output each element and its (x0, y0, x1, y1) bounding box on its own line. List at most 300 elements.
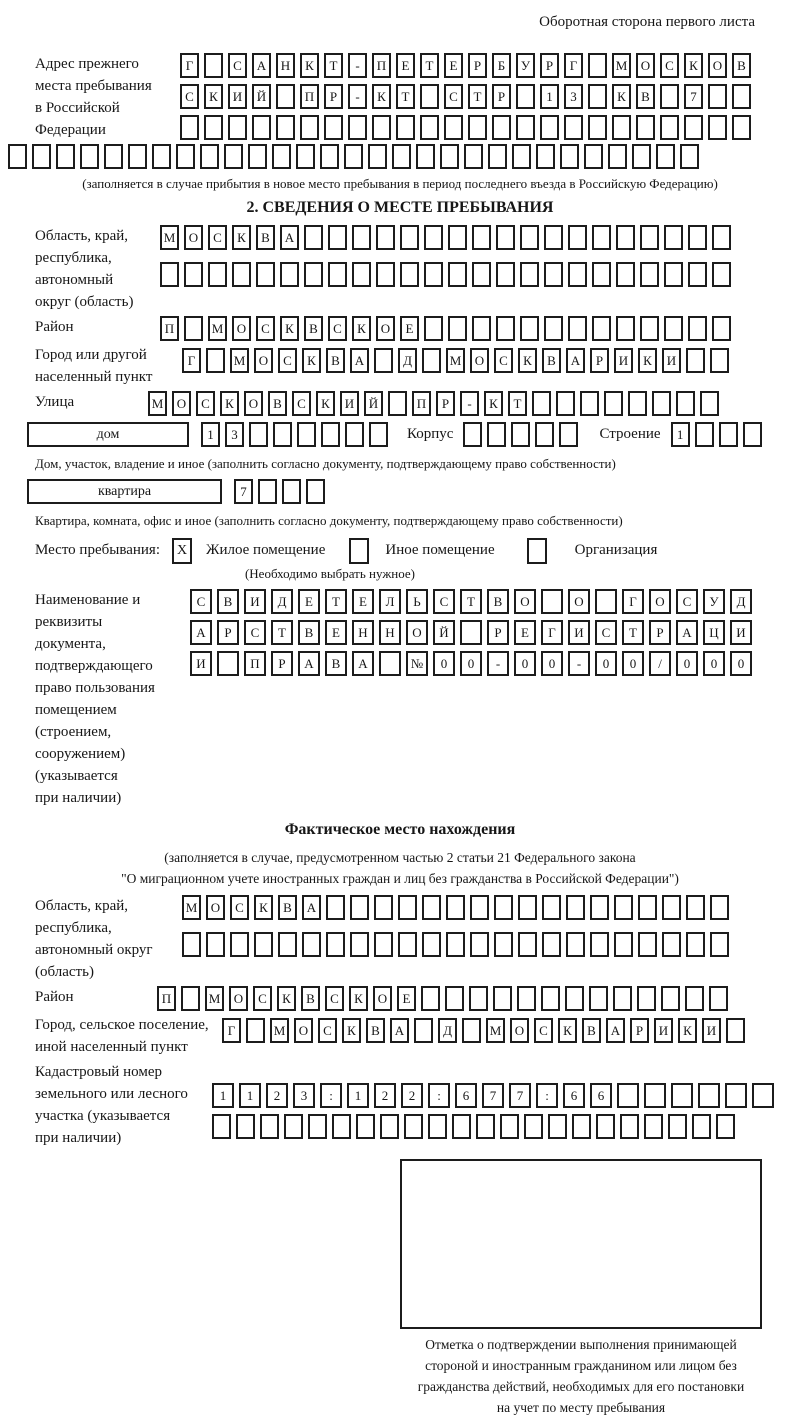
char-box[interactable] (656, 144, 675, 169)
char-box[interactable] (376, 225, 395, 250)
kvartira-type-box[interactable]: квартира (27, 479, 222, 504)
char-box[interactable]: 1 (239, 1083, 261, 1108)
char-box[interactable] (400, 262, 419, 287)
char-box[interactable]: И (614, 348, 633, 373)
char-box[interactable] (328, 262, 347, 287)
char-box[interactable] (732, 115, 751, 140)
char-box[interactable]: С (325, 986, 344, 1011)
char-box[interactable]: М (612, 53, 631, 78)
char-box[interactable]: О (514, 589, 536, 614)
char-box[interactable] (686, 932, 705, 957)
char-box[interactable]: С (180, 84, 199, 109)
char-box[interactable] (352, 225, 371, 250)
char-box[interactable]: 1 (201, 422, 220, 447)
char-box[interactable] (452, 1114, 471, 1139)
char-box[interactable]: В (304, 316, 323, 341)
char-box[interactable]: Г (622, 589, 644, 614)
char-box[interactable] (321, 422, 340, 447)
zhiloe-checkbox[interactable]: X (172, 538, 192, 564)
char-box[interactable] (446, 895, 465, 920)
char-box[interactable] (56, 144, 75, 169)
char-box[interactable]: В (278, 895, 297, 920)
char-box[interactable] (236, 1114, 255, 1139)
char-box[interactable]: У (516, 53, 535, 78)
char-box[interactable] (572, 1114, 591, 1139)
char-box[interactable]: В (268, 391, 287, 416)
char-box[interactable] (544, 262, 563, 287)
char-box[interactable] (732, 84, 751, 109)
char-box[interactable]: Г (222, 1018, 241, 1043)
char-box[interactable] (592, 262, 611, 287)
char-box[interactable] (712, 225, 731, 250)
char-box[interactable]: - (348, 84, 367, 109)
char-box[interactable] (512, 144, 531, 169)
char-box[interactable] (356, 1114, 375, 1139)
char-box[interactable]: : (536, 1083, 558, 1108)
char-box[interactable] (232, 262, 251, 287)
char-box[interactable] (617, 1083, 639, 1108)
char-box[interactable]: 0 (433, 651, 455, 676)
char-box[interactable]: А (390, 1018, 409, 1043)
char-box[interactable] (278, 932, 297, 957)
char-box[interactable]: В (636, 84, 655, 109)
char-box[interactable] (80, 144, 99, 169)
char-box[interactable] (446, 932, 465, 957)
char-box[interactable] (494, 895, 513, 920)
char-box[interactable]: 1 (347, 1083, 369, 1108)
char-box[interactable] (420, 84, 439, 109)
char-box[interactable]: - (348, 53, 367, 78)
char-box[interactable] (613, 986, 632, 1011)
char-box[interactable] (708, 115, 727, 140)
char-box[interactable]: М (208, 316, 227, 341)
char-box[interactable]: С (196, 391, 215, 416)
char-box[interactable] (104, 144, 123, 169)
char-box[interactable] (584, 144, 603, 169)
char-box[interactable]: Ц (703, 620, 725, 645)
char-box[interactable] (428, 1114, 447, 1139)
char-box[interactable] (328, 225, 347, 250)
char-box[interactable]: Р (590, 348, 609, 373)
char-box[interactable] (726, 1018, 745, 1043)
char-box[interactable]: К (638, 348, 657, 373)
char-box[interactable]: К (342, 1018, 361, 1043)
char-box[interactable] (398, 895, 417, 920)
char-box[interactable]: 3 (293, 1083, 315, 1108)
char-box[interactable]: С (595, 620, 617, 645)
char-box[interactable]: А (280, 225, 299, 250)
char-box[interactable]: К (316, 391, 335, 416)
char-box[interactable]: Р (540, 53, 559, 78)
char-box[interactable]: Р (487, 620, 509, 645)
char-box[interactable]: Й (433, 620, 455, 645)
char-box[interactable] (200, 144, 219, 169)
char-box[interactable]: И (654, 1018, 673, 1043)
char-box[interactable] (719, 422, 738, 447)
char-box[interactable]: С (292, 391, 311, 416)
char-box[interactable]: К (302, 348, 321, 373)
char-box[interactable] (472, 225, 491, 250)
char-box[interactable] (620, 1114, 639, 1139)
char-box[interactable] (536, 144, 555, 169)
char-box[interactable] (276, 115, 295, 140)
char-box[interactable] (444, 115, 463, 140)
char-box[interactable] (664, 262, 683, 287)
char-box[interactable] (568, 316, 587, 341)
char-box[interactable] (472, 262, 491, 287)
char-box[interactable]: С (190, 589, 212, 614)
char-box[interactable] (708, 84, 727, 109)
char-box[interactable] (680, 144, 699, 169)
char-box[interactable]: Р (630, 1018, 649, 1043)
char-box[interactable] (640, 262, 659, 287)
char-box[interactable]: М (270, 1018, 289, 1043)
char-box[interactable]: В (366, 1018, 385, 1043)
char-box[interactable] (32, 144, 51, 169)
char-box[interactable] (180, 115, 199, 140)
char-box[interactable]: 1 (671, 422, 690, 447)
char-box[interactable]: 0 (514, 651, 536, 676)
char-box[interactable]: Н (379, 620, 401, 645)
char-box[interactable]: С (230, 895, 249, 920)
char-box[interactable] (445, 986, 464, 1011)
char-box[interactable] (400, 225, 419, 250)
char-box[interactable] (224, 144, 243, 169)
char-box[interactable] (256, 262, 275, 287)
char-box[interactable] (352, 262, 371, 287)
org-checkbox[interactable] (527, 538, 547, 564)
char-box[interactable]: 3 (225, 422, 244, 447)
char-box[interactable]: Л (379, 589, 401, 614)
char-box[interactable] (542, 895, 561, 920)
char-box[interactable]: М (446, 348, 465, 373)
char-box[interactable] (296, 144, 315, 169)
char-box[interactable] (304, 262, 323, 287)
char-box[interactable]: О (206, 895, 225, 920)
char-box[interactable] (372, 115, 391, 140)
char-box[interactable] (560, 144, 579, 169)
char-box[interactable]: Р (324, 84, 343, 109)
char-box[interactable] (460, 620, 482, 645)
char-box[interactable]: С (494, 348, 513, 373)
char-box[interactable] (496, 316, 515, 341)
char-box[interactable] (608, 144, 627, 169)
char-box[interactable] (676, 391, 695, 416)
char-box[interactable]: А (190, 620, 212, 645)
char-box[interactable]: О (172, 391, 191, 416)
char-box[interactable]: 0 (460, 651, 482, 676)
char-box[interactable]: Т (468, 84, 487, 109)
char-box[interactable]: С (244, 620, 266, 645)
char-box[interactable] (297, 422, 316, 447)
char-box[interactable] (469, 986, 488, 1011)
char-box[interactable] (152, 144, 171, 169)
char-box[interactable] (276, 84, 295, 109)
char-box[interactable]: К (220, 391, 239, 416)
char-box[interactable] (712, 316, 731, 341)
char-box[interactable] (326, 895, 345, 920)
char-box[interactable] (493, 986, 512, 1011)
char-box[interactable] (636, 115, 655, 140)
char-box[interactable]: К (300, 53, 319, 78)
char-box[interactable] (685, 986, 704, 1011)
char-box[interactable]: 7 (684, 84, 703, 109)
char-box[interactable] (542, 932, 561, 957)
char-box[interactable] (472, 316, 491, 341)
char-box[interactable]: К (204, 84, 223, 109)
char-box[interactable] (589, 986, 608, 1011)
char-box[interactable]: Т (325, 589, 347, 614)
char-box[interactable] (448, 262, 467, 287)
char-box[interactable] (566, 895, 585, 920)
char-box[interactable]: И (340, 391, 359, 416)
char-box[interactable]: К (352, 316, 371, 341)
char-box[interactable] (160, 262, 179, 287)
char-box[interactable] (590, 932, 609, 957)
char-box[interactable] (217, 651, 239, 676)
char-box[interactable] (476, 1114, 495, 1139)
char-box[interactable]: Г (541, 620, 563, 645)
char-box[interactable] (614, 932, 633, 957)
char-box[interactable]: В (256, 225, 275, 250)
char-box[interactable] (463, 422, 482, 447)
char-box[interactable] (500, 1114, 519, 1139)
char-box[interactable] (204, 53, 223, 78)
char-box[interactable] (541, 589, 563, 614)
char-box[interactable] (517, 986, 536, 1011)
char-box[interactable] (568, 262, 587, 287)
char-box[interactable]: 7 (234, 479, 253, 504)
char-box[interactable] (488, 144, 507, 169)
char-box[interactable]: - (460, 391, 479, 416)
char-box[interactable] (344, 144, 363, 169)
char-box[interactable]: 1 (540, 84, 559, 109)
char-box[interactable] (246, 1018, 265, 1043)
char-box[interactable] (590, 895, 609, 920)
char-box[interactable] (604, 391, 623, 416)
char-box[interactable]: О (636, 53, 655, 78)
char-box[interactable]: 0 (730, 651, 752, 676)
char-box[interactable]: Е (400, 316, 419, 341)
char-box[interactable]: П (412, 391, 431, 416)
char-box[interactable]: О (294, 1018, 313, 1043)
char-box[interactable]: П (244, 651, 266, 676)
char-box[interactable]: С (253, 986, 272, 1011)
char-box[interactable]: И (190, 651, 212, 676)
char-box[interactable] (686, 895, 705, 920)
char-box[interactable]: 6 (563, 1083, 585, 1108)
char-box[interactable]: О (510, 1018, 529, 1043)
char-box[interactable]: С (318, 1018, 337, 1043)
char-box[interactable]: Р (436, 391, 455, 416)
char-box[interactable] (280, 262, 299, 287)
char-box[interactable]: А (676, 620, 698, 645)
char-box[interactable]: К (684, 53, 703, 78)
char-box[interactable] (470, 895, 489, 920)
char-box[interactable] (422, 348, 441, 373)
char-box[interactable] (662, 932, 681, 957)
char-box[interactable]: Н (352, 620, 374, 645)
char-box[interactable] (252, 115, 271, 140)
char-box[interactable] (660, 115, 679, 140)
char-box[interactable] (424, 225, 443, 250)
char-box[interactable]: С (444, 84, 463, 109)
char-box[interactable]: 7 (482, 1083, 504, 1108)
char-box[interactable] (652, 391, 671, 416)
char-box[interactable]: Р (217, 620, 239, 645)
char-box[interactable]: А (352, 651, 374, 676)
char-box[interactable] (326, 932, 345, 957)
char-box[interactable]: 6 (590, 1083, 612, 1108)
char-box[interactable] (664, 316, 683, 341)
char-box[interactable] (686, 348, 705, 373)
char-box[interactable]: К (280, 316, 299, 341)
char-box[interactable] (662, 895, 681, 920)
char-box[interactable]: 2 (266, 1083, 288, 1108)
char-box[interactable] (496, 225, 515, 250)
char-box[interactable] (414, 1018, 433, 1043)
char-box[interactable] (128, 144, 147, 169)
char-box[interactable] (644, 1083, 666, 1108)
char-box[interactable] (664, 225, 683, 250)
char-box[interactable] (592, 316, 611, 341)
char-box[interactable] (565, 986, 584, 1011)
char-box[interactable] (212, 1114, 231, 1139)
char-box[interactable] (596, 1114, 615, 1139)
char-box[interactable] (592, 225, 611, 250)
char-box[interactable] (616, 316, 635, 341)
char-box[interactable]: О (649, 589, 671, 614)
char-box[interactable]: С (660, 53, 679, 78)
char-box[interactable] (206, 932, 225, 957)
char-box[interactable] (580, 391, 599, 416)
char-box[interactable] (368, 144, 387, 169)
char-box[interactable] (520, 316, 539, 341)
char-box[interactable] (388, 391, 407, 416)
char-box[interactable]: О (373, 986, 392, 1011)
char-box[interactable] (492, 115, 511, 140)
char-box[interactable]: Е (396, 53, 415, 78)
char-box[interactable]: А (350, 348, 369, 373)
char-box[interactable] (398, 932, 417, 957)
char-box[interactable]: Й (364, 391, 383, 416)
char-box[interactable]: 0 (622, 651, 644, 676)
char-box[interactable]: С (278, 348, 297, 373)
char-box[interactable]: Г (182, 348, 201, 373)
char-box[interactable]: С (256, 316, 275, 341)
char-box[interactable] (392, 144, 411, 169)
char-box[interactable]: Д (398, 348, 417, 373)
char-box[interactable] (273, 422, 292, 447)
char-box[interactable] (637, 986, 656, 1011)
char-box[interactable] (671, 1083, 693, 1108)
char-box[interactable]: К (612, 84, 631, 109)
char-box[interactable] (374, 932, 393, 957)
char-box[interactable]: С (228, 53, 247, 78)
char-box[interactable] (628, 391, 647, 416)
char-box[interactable]: М (486, 1018, 505, 1043)
char-box[interactable] (304, 225, 323, 250)
char-box[interactable]: - (568, 651, 590, 676)
char-box[interactable]: 1 (212, 1083, 234, 1108)
inoe-checkbox[interactable] (349, 538, 369, 564)
char-box[interactable] (184, 262, 203, 287)
char-box[interactable]: Е (298, 589, 320, 614)
char-box[interactable]: Т (271, 620, 293, 645)
char-box[interactable]: Т (324, 53, 343, 78)
char-box[interactable]: П (157, 986, 176, 1011)
char-box[interactable] (422, 895, 441, 920)
char-box[interactable] (204, 115, 223, 140)
char-box[interactable] (420, 115, 439, 140)
char-box[interactable]: Й (252, 84, 271, 109)
char-box[interactable] (248, 144, 267, 169)
char-box[interactable] (470, 932, 489, 957)
dom-type-box[interactable]: дом (27, 422, 189, 447)
char-box[interactable] (540, 115, 559, 140)
char-box[interactable]: П (160, 316, 179, 341)
char-box[interactable] (688, 262, 707, 287)
char-box[interactable] (692, 1114, 711, 1139)
char-box[interactable] (568, 225, 587, 250)
char-box[interactable]: Д (271, 589, 293, 614)
char-box[interactable] (638, 895, 657, 920)
char-box[interactable]: : (320, 1083, 342, 1108)
char-box[interactable] (712, 262, 731, 287)
char-box[interactable]: - (487, 651, 509, 676)
char-box[interactable] (688, 316, 707, 341)
char-box[interactable] (374, 348, 393, 373)
char-box[interactable]: В (298, 620, 320, 645)
char-box[interactable] (695, 422, 714, 447)
char-box[interactable] (181, 986, 200, 1011)
char-box[interactable] (595, 589, 617, 614)
char-box[interactable] (324, 115, 343, 140)
char-box[interactable]: Т (622, 620, 644, 645)
char-box[interactable] (206, 348, 225, 373)
char-box[interactable]: О (406, 620, 428, 645)
char-box[interactable]: О (376, 316, 395, 341)
char-box[interactable]: С (534, 1018, 553, 1043)
char-box[interactable] (421, 986, 440, 1011)
char-box[interactable]: 7 (509, 1083, 531, 1108)
char-box[interactable]: Т (460, 589, 482, 614)
char-box[interactable]: О (232, 316, 251, 341)
char-box[interactable] (208, 262, 227, 287)
char-box[interactable] (462, 1018, 481, 1043)
char-box[interactable]: Д (730, 589, 752, 614)
char-box[interactable] (668, 1114, 687, 1139)
char-box[interactable] (566, 932, 585, 957)
char-box[interactable]: В (326, 348, 345, 373)
char-box[interactable] (374, 895, 393, 920)
char-box[interactable] (380, 1114, 399, 1139)
char-box[interactable]: О (470, 348, 489, 373)
char-box[interactable] (710, 895, 729, 920)
char-box[interactable] (532, 391, 551, 416)
char-box[interactable] (559, 422, 578, 447)
char-box[interactable]: Е (325, 620, 347, 645)
char-box[interactable]: В (301, 986, 320, 1011)
char-box[interactable]: П (300, 84, 319, 109)
char-box[interactable] (644, 1114, 663, 1139)
char-box[interactable] (416, 144, 435, 169)
char-box[interactable] (258, 479, 277, 504)
char-box[interactable]: К (558, 1018, 577, 1043)
char-box[interactable] (496, 262, 515, 287)
char-box[interactable] (688, 225, 707, 250)
char-box[interactable] (487, 422, 506, 447)
